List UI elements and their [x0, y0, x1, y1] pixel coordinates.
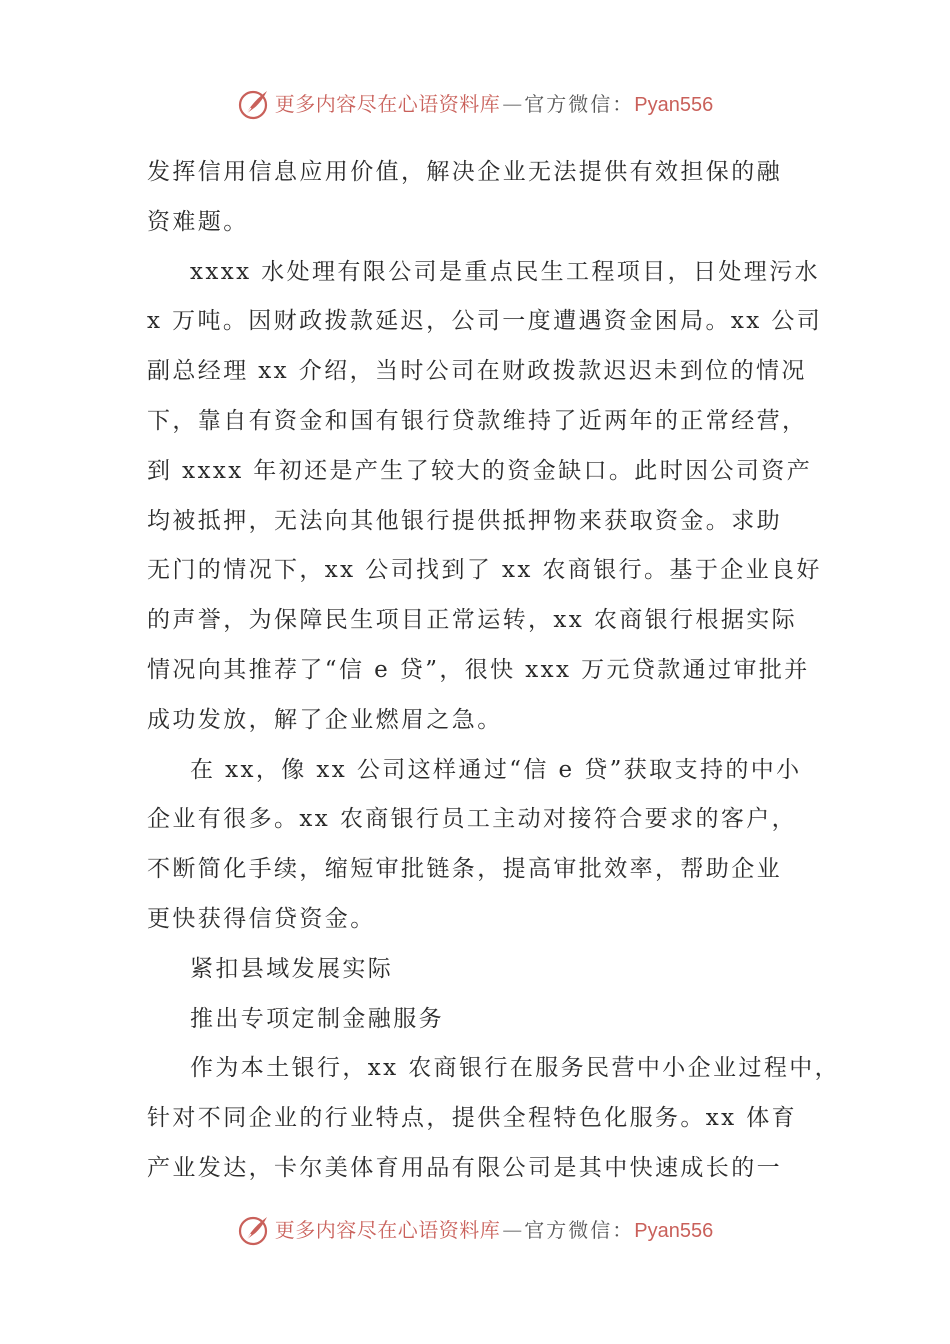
text-line: 无门的情况下，xx 公司找到了 xx 农商银行。基于企业良好 [147, 557, 822, 584]
text-line: xxxx 水处理有限公司是重点民生工程项目，日处理污水 [190, 258, 820, 285]
watermark-wechat-id: Pyan556 [634, 93, 714, 116]
watermark-dash: — [502, 91, 523, 116]
text-line: 企业有很多。xx 农商银行员工主动对接符合要求的客户， [147, 806, 798, 833]
text-line: 发挥信用信息应用价值，解决企业无法提供有效担保的融 [147, 159, 782, 185]
text-line: 均被抵押，无法向其他银行提供抵押物来获取资金。求助 [147, 507, 782, 534]
text-line: 不断简化手续，缩短审批链条，提高审批效率，帮助企业 [147, 856, 782, 883]
section-heading: 紧扣县域发展实际 [190, 955, 394, 982]
watermark-text [274, 91, 714, 116]
watermark-main: 更多内容尽在心语资料库 [274, 1217, 501, 1242]
text-line: 更快获得信贷资金。 [147, 905, 376, 932]
text-line: 资难题。 [147, 208, 249, 235]
watermark-wechat-id: Pyan556 [634, 1219, 714, 1242]
text-line: 的声誉，为保障民生项目正常运转，xx 农商银行根据实际 [147, 607, 798, 634]
text-line: 下，靠自有资金和国有银行贷款维持了近两年的正常经营， [147, 407, 808, 434]
watermark-text [274, 1217, 714, 1242]
text-line: 副总经理 xx 介绍，当时公司在财政拨款迟迟未到位的情况 [147, 358, 807, 385]
watermark-dash: — [502, 1217, 523, 1242]
header-watermark [0, 84, 950, 124]
text-line: 针对不同企业的行业特点，提供全程特色化服务。xx 体育 [147, 1105, 798, 1132]
text-line: 产业发达，卡尔美体育用品有限公司是其中快速成长的一 [147, 1154, 782, 1181]
document-body [147, 148, 841, 1194]
watermark-wechat-label: 官方微信： [524, 1217, 635, 1242]
watermark-main: 更多内容尽在心语资料库 [274, 91, 501, 116]
footer-watermark [0, 1210, 950, 1250]
quill-logo-icon [237, 1213, 271, 1247]
quill-logo-icon [237, 87, 271, 121]
text-line: 成功发放，解了企业燃眉之急。 [147, 706, 503, 733]
text-line: 在 xx，像 xx 公司这样通过“信 e 贷”获取支持的中小 [190, 756, 802, 783]
text-line: 到 xxxx 年初还是产生了较大的资金缺口。此时因公司资产 [147, 457, 813, 484]
text-line: x 万吨。因财政拨款延迟，公司一度遭遇资金困局。xx 公司 [147, 308, 823, 335]
text-line: 作为本土银行，xx 农商银行在服务民营中小企业过程中， [190, 1055, 841, 1082]
section-heading: 推出专项定制金融服务 [190, 1005, 444, 1032]
text-line: 情况向其推荐了“信 e 贷”，很快 xxx 万元贷款通过审批并 [147, 656, 810, 683]
watermark-wechat-label: 官方微信： [524, 91, 635, 116]
